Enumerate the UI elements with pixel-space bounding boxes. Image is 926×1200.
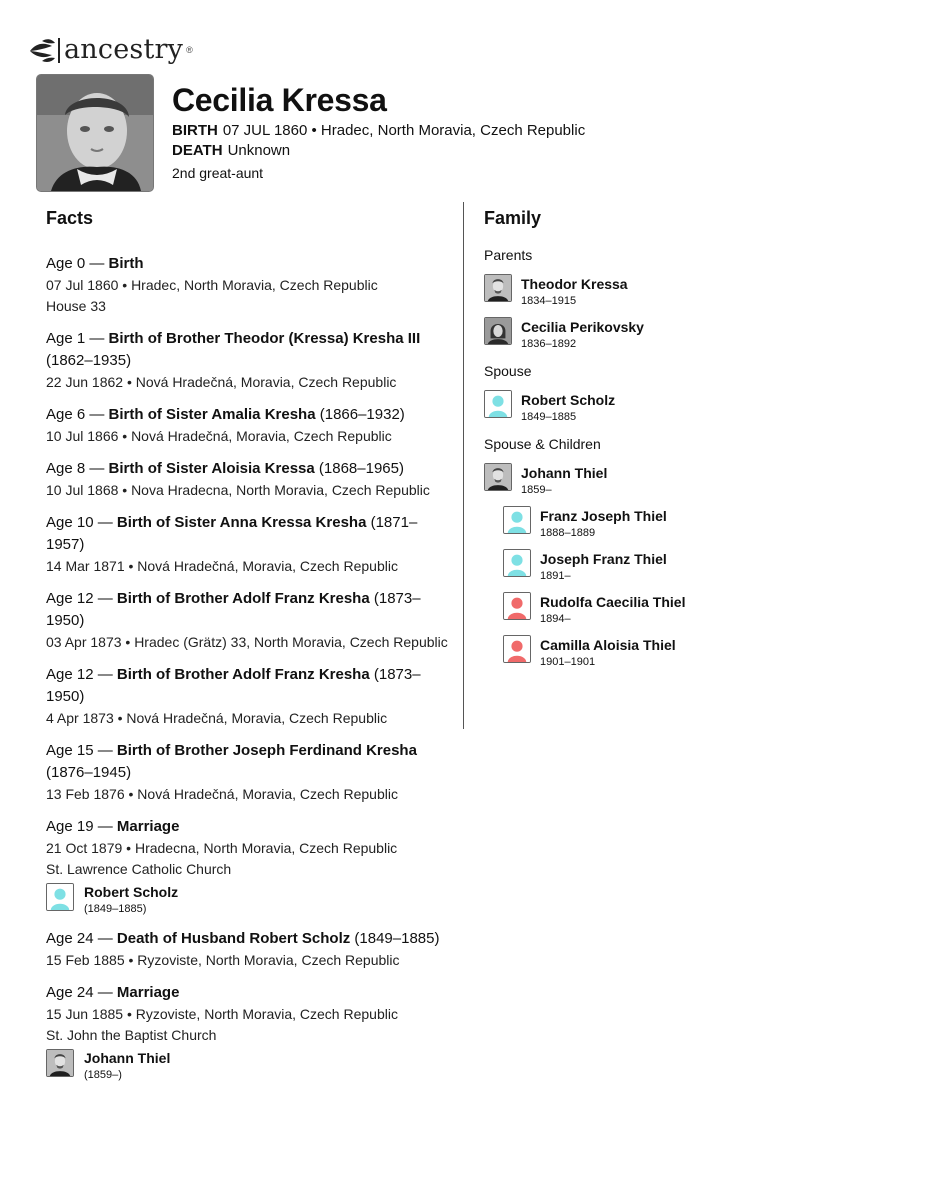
fact-title xyxy=(46,512,448,556)
fact-event: Marriage xyxy=(116,818,180,835)
fact-detail: 15 Feb 1885 • Ryzoviste, North Moravia, Czech Republic xyxy=(46,952,400,968)
fact-title xyxy=(46,404,448,426)
fact-years: (1862–1935) xyxy=(46,352,132,369)
fact-title xyxy=(46,816,448,838)
family-member-years: 1891– xyxy=(540,570,571,582)
fact-person[interactable] xyxy=(46,1049,448,1083)
family-section xyxy=(484,208,904,681)
family-group-label: Spouse & Children xyxy=(484,436,601,452)
family-member-years: 1859– xyxy=(521,484,552,496)
fact-age: Age 15 — xyxy=(46,742,117,759)
fact-years: (1866–1932) xyxy=(315,406,405,423)
person-avatar-icon xyxy=(46,883,74,911)
fact-age: Age 10 — xyxy=(46,514,117,531)
facts-section xyxy=(46,208,448,1094)
fact-event: Birth of Sister Aloisia Kressa xyxy=(108,460,319,477)
fact-age: Age 19 — xyxy=(46,818,117,835)
fact-title xyxy=(46,740,448,784)
fact-detail: St. Lawrence Catholic Church xyxy=(46,861,232,877)
fact-detail: 14 Mar 1871 • Nová Hradečná, Moravia, Czech Republic xyxy=(46,558,398,574)
fact-item xyxy=(46,982,448,1083)
relationship-text: 2nd great-aunt xyxy=(172,165,264,181)
ancestry-logo xyxy=(28,34,193,65)
fact-person-name[interactable]: Robert Scholz xyxy=(84,884,179,900)
person-avatar-icon xyxy=(503,506,531,534)
birth-line xyxy=(172,122,585,139)
fact-item xyxy=(46,740,448,805)
facts-title: Facts xyxy=(46,208,94,228)
profile-header xyxy=(172,82,585,181)
family-member-name[interactable]: Cecilia Perikovsky xyxy=(521,319,644,335)
fact-detail: 13 Feb 1876 • Nová Hradečná, Moravia, Czech Republic xyxy=(46,786,398,802)
family-member-years: 1849–1885 xyxy=(521,411,577,423)
brand-name: ancestry xyxy=(64,34,184,65)
family-member-years: 1888–1889 xyxy=(540,527,596,539)
family-member-years: 1901–1901 xyxy=(540,656,596,668)
profile-name: Cecilia Kressa xyxy=(172,82,387,118)
fact-item xyxy=(46,328,448,393)
fact-person[interactable] xyxy=(46,883,448,917)
fact-item xyxy=(46,816,448,917)
person-avatar-icon xyxy=(484,463,512,491)
fact-detail: 21 Oct 1879 • Hradecna, North Moravia, Czech Republic xyxy=(46,840,398,856)
fact-detail: 10 Jul 1866 • Nová Hradečná, Moravia, Czech Republic xyxy=(46,428,392,444)
fact-years: (1871–1957) xyxy=(46,514,418,553)
family-member-years: 1894– xyxy=(540,613,571,625)
death-value: Unknown xyxy=(227,142,291,159)
person-avatar-icon xyxy=(484,274,512,302)
fact-event: Birth of Sister Amalia Kresha xyxy=(108,406,316,423)
fact-title xyxy=(46,458,448,480)
fact-years: (1873–1950) xyxy=(46,590,421,629)
fact-detail: 03 Apr 1873 • Hradec (Grätz) 33, North Moravia, Czech Republic xyxy=(46,634,448,650)
family-member-name[interactable]: Johann Thiel xyxy=(521,465,608,481)
fact-event: Birth of Brother Adolf Franz Kresha xyxy=(116,666,370,683)
fact-title xyxy=(46,664,448,708)
fact-item xyxy=(46,458,448,501)
fact-age: Age 24 — xyxy=(46,984,117,1001)
fact-detail: 4 Apr 1873 • Nová Hradečná, Moravia, Czech Republic xyxy=(46,710,388,726)
death-label: DEATH xyxy=(172,142,223,159)
fact-age: Age 8 — xyxy=(46,460,109,477)
fact-years: (1876–1945) xyxy=(46,764,132,781)
family-member-name[interactable]: Robert Scholz xyxy=(521,392,616,408)
fact-age: Age 6 — xyxy=(46,406,109,423)
fact-age: Age 0 — xyxy=(46,255,109,272)
fact-age: Age 12 — xyxy=(46,590,117,607)
ancestry-leaf-icon xyxy=(28,35,62,65)
family-group xyxy=(484,363,904,426)
fact-years: (1849–1885) xyxy=(350,930,440,947)
fact-age: Age 1 — xyxy=(46,330,109,347)
fact-years: (1868–1965) xyxy=(318,460,404,477)
fact-item xyxy=(46,253,448,317)
fact-title xyxy=(46,253,448,275)
family-member[interactable] xyxy=(503,550,904,585)
family-group-label: Spouse xyxy=(484,363,532,379)
fact-event: Birth of Brother Adolf Franz Kresha xyxy=(116,590,370,607)
person-avatar-icon xyxy=(503,635,531,663)
death-line xyxy=(172,142,585,159)
brand-trademark: ® xyxy=(186,44,193,55)
fact-person-name[interactable]: Johann Thiel xyxy=(84,1050,171,1066)
fact-title xyxy=(46,328,448,372)
person-avatar-icon xyxy=(503,549,531,577)
fact-person-years: (1859–) xyxy=(84,1069,122,1081)
fact-item xyxy=(46,588,448,653)
fact-person-years: (1849–1885) xyxy=(84,903,147,915)
fact-item xyxy=(46,512,448,577)
family-member[interactable] xyxy=(484,464,904,499)
fact-event: Marriage xyxy=(116,984,180,1001)
person-avatar-icon xyxy=(46,1049,74,1077)
family-group xyxy=(484,247,904,353)
column-divider xyxy=(463,202,464,729)
family-group xyxy=(484,436,904,671)
fact-age: Age 24 — xyxy=(46,930,117,947)
fact-item xyxy=(46,928,448,971)
family-member[interactable] xyxy=(484,318,904,353)
fact-item xyxy=(46,404,448,447)
fact-detail: 22 Jun 1862 • Nová Hradečná, Moravia, Czech Republic xyxy=(46,374,397,390)
profile-photo xyxy=(36,74,154,192)
fact-event: Birth of Sister Anna Kressa Kresha xyxy=(116,514,367,531)
fact-detail: 15 Jun 1885 • Ryzoviste, North Moravia, Czech Republic xyxy=(46,1006,398,1022)
birth-label: BIRTH xyxy=(172,122,218,139)
family-title: Family xyxy=(484,208,542,228)
person-avatar-icon xyxy=(484,390,512,418)
family-member-name[interactable]: Camilla Aloisia Thiel xyxy=(540,637,676,653)
family-member[interactable] xyxy=(503,636,904,671)
family-list xyxy=(484,247,904,671)
family-member[interactable] xyxy=(503,507,904,542)
family-member-name[interactable]: Rudolfa Caecilia Thiel xyxy=(540,594,686,610)
family-member-name[interactable]: Joseph Franz Thiel xyxy=(540,551,667,567)
fact-detail: St. John the Baptist Church xyxy=(46,1027,217,1043)
fact-title xyxy=(46,928,448,950)
fact-item xyxy=(46,664,448,729)
family-member[interactable] xyxy=(503,593,904,628)
facts-list xyxy=(46,253,448,1083)
fact-detail: 07 Jul 1860 • Hradec, North Moravia, Czech Republic xyxy=(46,277,378,293)
fact-event: Birth xyxy=(108,255,144,272)
fact-title xyxy=(46,588,448,632)
fact-years: (1873–1950) xyxy=(46,666,421,705)
fact-age: Age 12 — xyxy=(46,666,117,683)
fact-detail: 10 Jul 1868 • Nova Hradecna, North Moravia, Czech Republic xyxy=(46,482,430,498)
family-member-name[interactable]: Franz Joseph Thiel xyxy=(540,508,667,524)
person-avatar-icon xyxy=(484,317,512,345)
fact-title xyxy=(46,982,448,1004)
fact-event: Birth of Brother Theodor (Kressa) Kresha III xyxy=(108,330,421,347)
family-group-label: Parents xyxy=(484,247,533,263)
family-member-years: 1834–1915 xyxy=(521,295,577,307)
birth-value: 07 JUL 1860 • Hradec, North Moravia, Czech Republic xyxy=(222,122,586,139)
family-member[interactable] xyxy=(484,275,904,310)
fact-event: Death of Husband Robert Scholz xyxy=(116,930,351,947)
family-member[interactable] xyxy=(484,391,904,426)
fact-event: Birth of Brother Joseph Ferdinand Kresha xyxy=(116,742,417,759)
family-member-name[interactable]: Theodor Kressa xyxy=(521,276,628,292)
person-avatar-icon xyxy=(503,592,531,620)
fact-detail: House 33 xyxy=(46,298,106,314)
family-member-years: 1836–1892 xyxy=(521,338,577,350)
